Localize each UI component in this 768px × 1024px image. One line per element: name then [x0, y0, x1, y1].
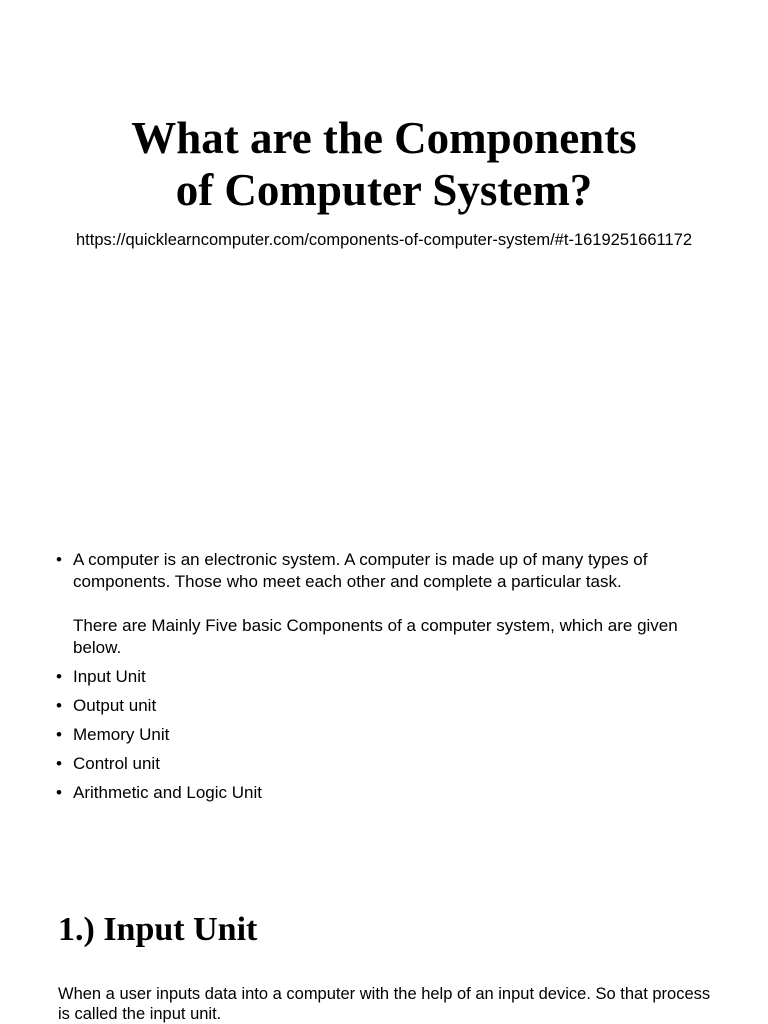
list-item-label: Memory Unit: [73, 725, 170, 744]
bullet-icon: •: [56, 550, 62, 569]
bullet-icon: •: [56, 783, 62, 802]
intro-paragraph: A computer is an electronic system. A computer is made up of many types of components. Those who meet each other and complete a particular task.: [73, 550, 648, 591]
list-item: [56, 753, 716, 775]
source-url: https://quicklearncomputer.com/components-of-computer-system/#t-1619251661172: [75, 231, 693, 249]
list-item-label: Control unit: [73, 754, 160, 773]
list-item: [56, 549, 716, 659]
bullet-icon: •: [56, 696, 62, 715]
bullet-icon: •: [56, 754, 62, 773]
section-body: When a user inputs data into a computer with the help of an input device. So that process is called the input unit.: [58, 985, 711, 1023]
title-line-2: of Computer System?: [175, 165, 593, 215]
bullet-icon: •: [56, 725, 62, 744]
title-line-1: What are the Components: [131, 113, 637, 163]
bullet-list: [56, 549, 716, 811]
page-title: [60, 112, 708, 216]
list-item-label: Input Unit: [73, 667, 146, 686]
bullet-icon: •: [56, 667, 62, 686]
section-heading: 1.) Input Unit: [58, 911, 258, 948]
list-item: [56, 782, 716, 804]
list-item: [56, 724, 716, 746]
list-item-label: Output unit: [73, 696, 157, 715]
list-item: [56, 695, 716, 717]
list-item-label: Arithmetic and Logic Unit: [73, 783, 262, 802]
list-item: [56, 666, 716, 688]
intro-paragraph: There are Mainly Five basic Components of a computer system, which are given below.: [73, 616, 678, 657]
